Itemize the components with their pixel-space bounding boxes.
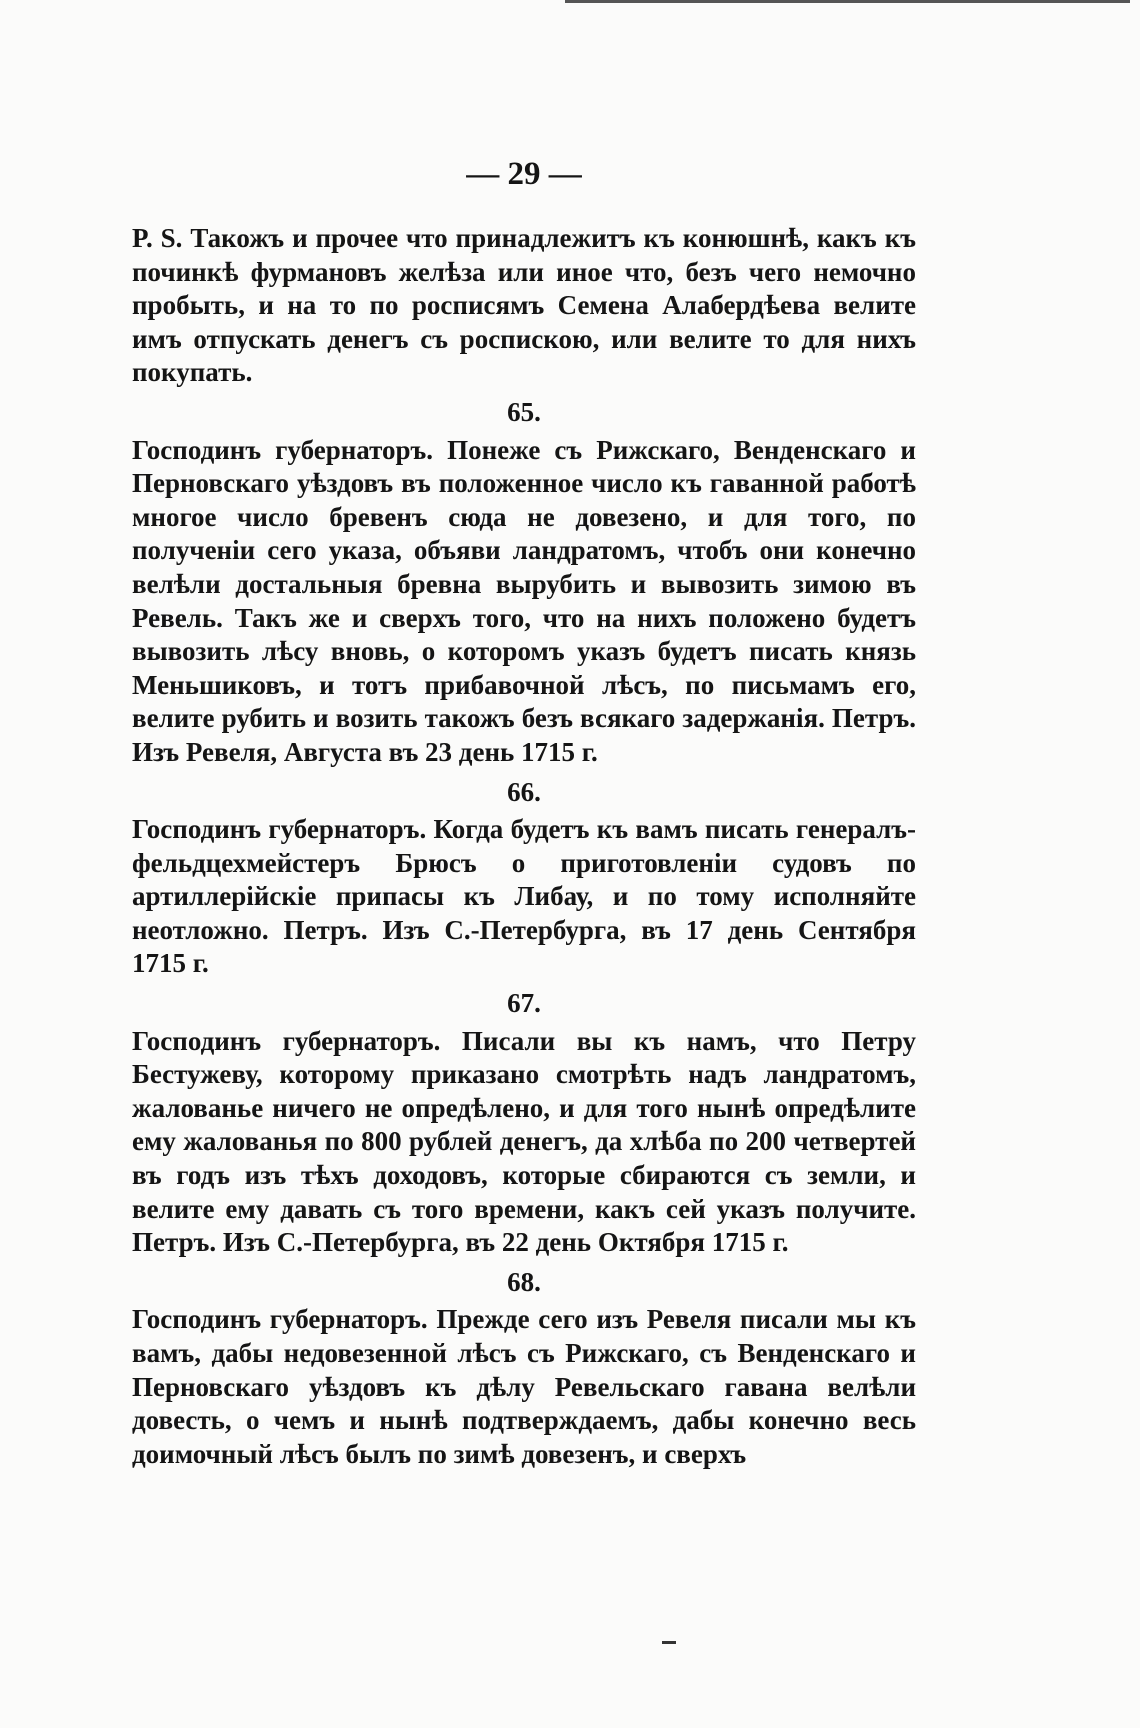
page-number: — 29 — <box>466 156 582 192</box>
postscript-paragraph: P. S. Такожъ и прочее что принадлежитъ къ конюшнѣ, какъ къ починкѣ фурмановъ желѣза или иное что, безъ чего немочно пробыть, и на то по росписямъ Семена Алабердѣева велите имъ отпускать денегъ съ роспискою, или велите то для нихъ покупать. <box>132 223 916 388</box>
top-border-rule <box>565 0 1130 3</box>
section-heading-65: 65. <box>507 396 541 427</box>
page-body <box>132 222 916 1471</box>
section-67-paragraph: Господинъ губернаторъ. Писали вы къ намъ, что Петру Бестужеву, которому приказано смотрѣть надъ ландратомъ, жалованье ничего не опредѣлено, и для того нынѣ опредѣлите ему жалованья по 800 рублей денегъ, да хлѣба по 200 четвертей въ годъ изъ тѣхъ доходовъ, которые сбираются съ земли, и велите ему давать съ того времени, какъ сей указъ получите. Петръ. Изъ С.-Петербурга, въ 22 день Октября 1715 г. <box>132 1025 916 1258</box>
print-speck-mark <box>662 1641 676 1644</box>
section-heading-67: 67. <box>507 988 541 1019</box>
section-68-paragraph: Господинъ губернаторъ. Прежде сего изъ Ревеля писали мы къ вамъ, дабы недовезенной лѣсъ съ Рижскаго, съ Венденскаго и Перновскаго уѣздовъ къ дѣлу Ревельскаго гавана велѣли довесть, о чемъ и нынѣ подтверждаемъ, дабы конечно весь доимочный лѣсъ былъ по зимѣ довезенъ, и сверхъ <box>132 1304 916 1469</box>
section-heading-68: 68. <box>507 1266 541 1297</box>
section-65-paragraph: Господинъ губернаторъ. Понеже съ Рижскаго, Венденскаго и Перновскаго уѣздовъ въ положенное число къ гаванной работѣ многое число бревенъ сюда не довезено, и для того, по полученіи сего указа, объяви ландратомъ, чтобъ они конечно велѣли достальныя бревна вырубить и вывозить зимою въ Ревель. Такъ же и сверхъ того, что на нихъ положено будетъ вывозить лѣсу вновь, о которомъ указъ будетъ писать князь Меньшиковъ, и тотъ прибавочной лѣсъ, по письмамъ его, велите рубить и возить такожъ безъ всякаго задержанія. Петръ. Изъ Ревеля, Августа въ 23 день 1715 г. <box>132 434 916 767</box>
section-66-paragraph: Господинъ губернаторъ. Когда будетъ къ вамъ писать генералъ-фельдцехмейстеръ Брюсъ о приготовленіи судовъ по артиллерійскіе припасы къ Либау, и по тому исполняйте неотложно. Петръ. Изъ С.-Петербурга, въ 17 день Сентября 1715 г. <box>132 814 916 979</box>
section-heading-66: 66. <box>507 776 541 807</box>
